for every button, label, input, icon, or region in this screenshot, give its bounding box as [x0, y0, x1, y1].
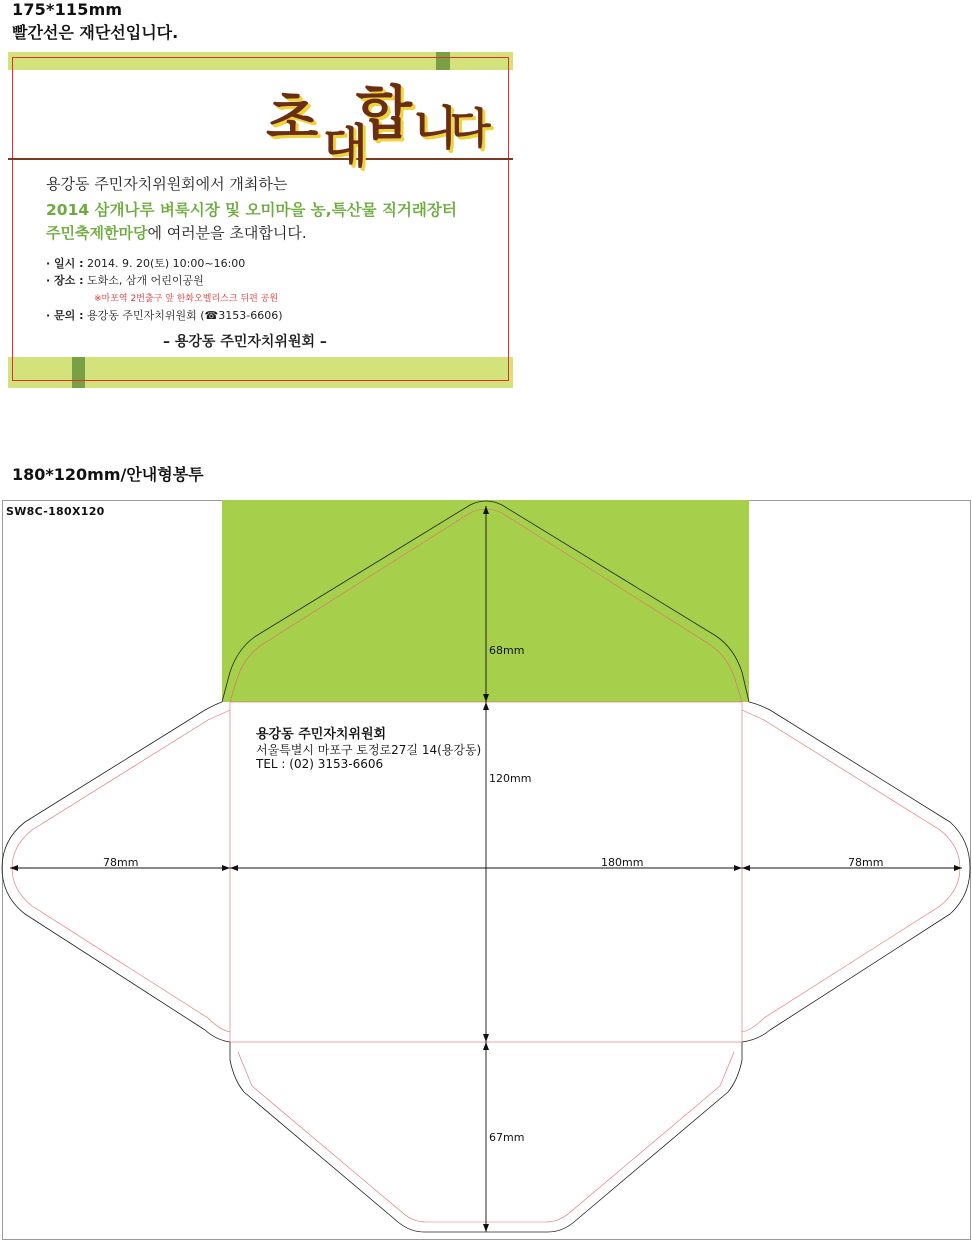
- card-size-heading: 175*115mm: [12, 0, 123, 19]
- title-char: 니: [413, 101, 458, 155]
- sender-tel: TEL : (02) 3153-6606: [256, 757, 384, 771]
- dim-bottom-flap: 67mm: [489, 1131, 525, 1144]
- date-value: 2014. 9. 20(토) 10:00~16:00: [87, 257, 246, 270]
- signature: – 용강동 주민자치위원회 –: [163, 334, 327, 350]
- title-char: 대: [323, 119, 368, 173]
- contact-value: 용강동 주민자치위원회 (☎3153-6606): [87, 309, 283, 322]
- cut-line-note: 빨간선은 재단선입니다.: [12, 23, 179, 42]
- invite-tail: 에 여러분을 초대합니다.: [147, 224, 307, 242]
- title-char: 합: [356, 79, 413, 147]
- event-name-tail: 주민축제한마당: [46, 224, 148, 242]
- dim-body-width: 180mm: [601, 856, 644, 869]
- envelope-code: SW8C-180X120: [6, 505, 105, 518]
- dim-body-height: 120mm: [489, 772, 532, 785]
- sender-address: 서울특별시 마포구 토정로27길 14(용강동): [256, 743, 482, 757]
- place-value: 도화소, 삼개 어린이공원: [87, 274, 204, 287]
- place-note: ※마포역 2번출구 앞 한화오벨리스크 뒤편 공원: [94, 294, 279, 304]
- title-char: 다: [450, 104, 491, 153]
- sender-name: 용강동 주민자치위원회: [256, 727, 387, 742]
- event-name: 2014 삼개나루 벼룩시장 및 오미마을 농,특산물 직거래장터: [46, 201, 457, 219]
- intro-text: 용강동 주민자치위원회에서 개최하는: [46, 175, 288, 193]
- title-char: 초: [266, 87, 319, 150]
- dim-top-flap: 68mm: [489, 644, 525, 657]
- dim-right-flap: 78mm: [848, 856, 884, 869]
- envelope-size-heading: 180*120mm/안내형봉투: [12, 465, 204, 484]
- contact-label: · 문의 :: [46, 309, 84, 322]
- top-flap-fill: [222, 500, 749, 702]
- place-label: · 장소 :: [46, 274, 84, 287]
- date-label: · 일시 :: [46, 257, 84, 270]
- dim-left-flap: 78mm: [103, 856, 139, 869]
